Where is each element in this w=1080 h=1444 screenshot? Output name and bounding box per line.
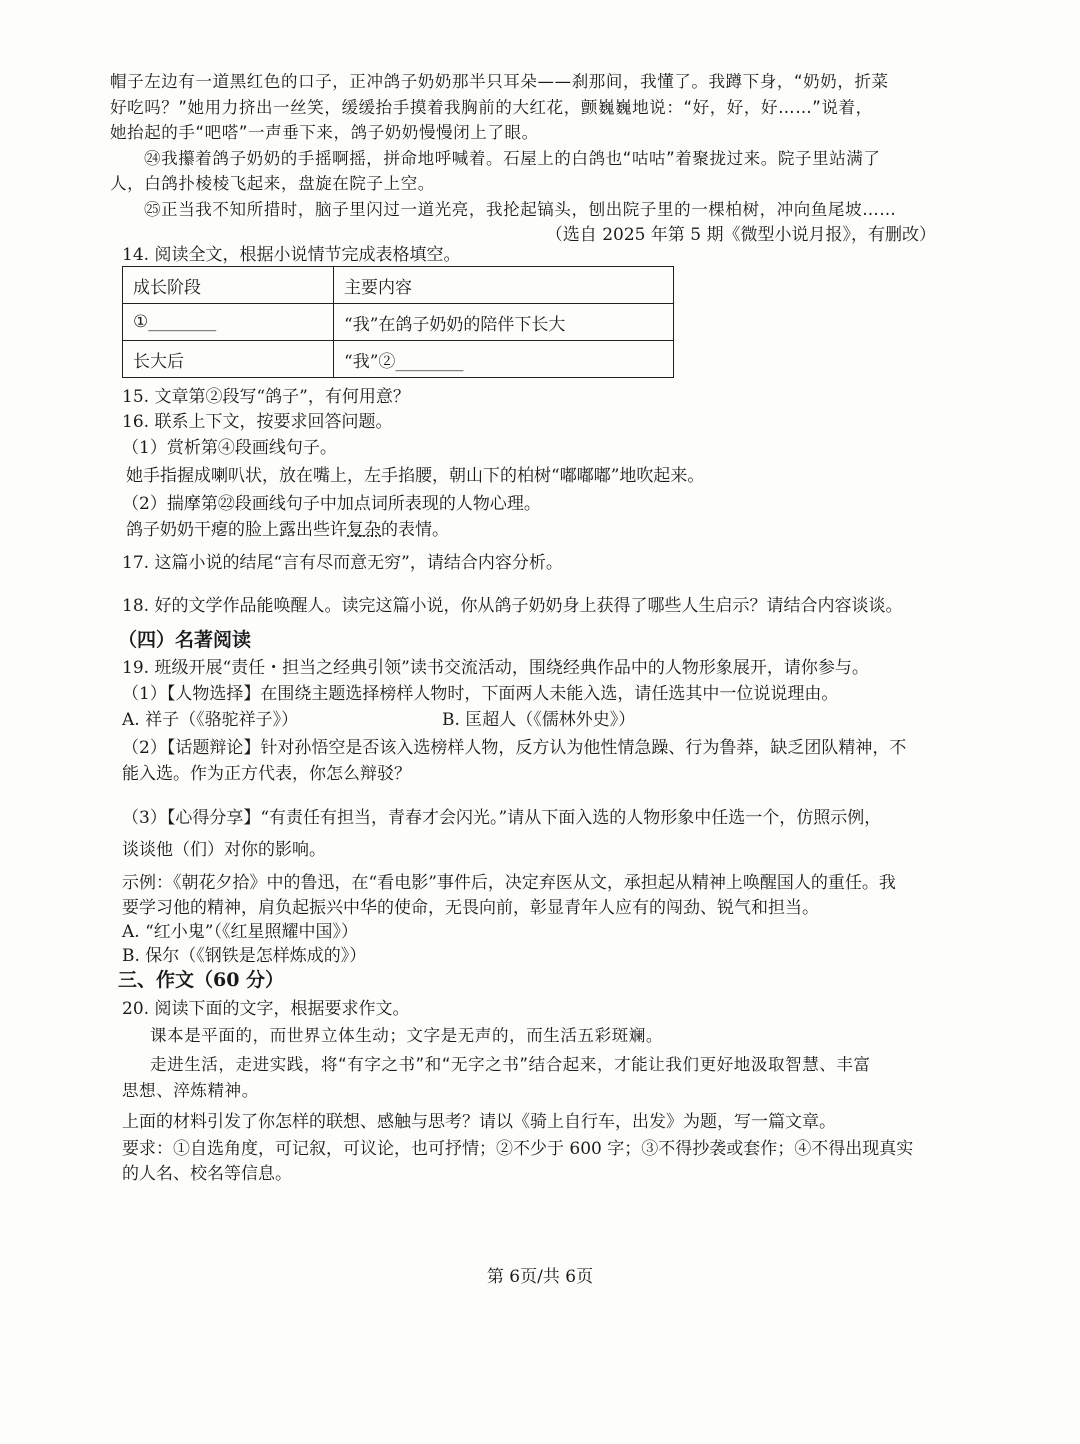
question-15: 15. 文章第②段写“鸽子”，有何用意？ <box>122 387 410 407</box>
question-19-3: （3）【心得分享】“有责任有担当，青春才会闪光。”请从下面入选的人物形象中任选一个，仿照示例， <box>122 808 882 828</box>
question-17: 17. 这篇小说的结尾“言有尽而意无穷”，请结合内容分析。 <box>122 553 563 573</box>
growth-table <box>122 266 674 378</box>
option-a: A. 祥子（《骆驼祥子》） <box>122 710 299 730</box>
question-19-2: 能入选。作为正方代表，你怎么辩驳？ <box>122 764 411 784</box>
table-header: 主要内容 <box>334 267 674 304</box>
dotted-word: 复杂 <box>347 520 381 540</box>
material-line: 课本是平面的，而世界立体生动；文字是无声的，而生活五彩斑斓。 <box>150 1026 663 1045</box>
example-line: 要学习他的精神，肩负起振兴中华的使命，无畏向前，彰显青年人应有的闯劲、锐气和担当。 <box>122 898 819 918</box>
question-19-2: （2）【话题辩论】针对孙悟空是否该入选榜样人物，反方认为他性情急躁、行为鲁莽，缺乏团队精神，不 <box>122 738 907 758</box>
passage-line: ㉕正当我不知所措时，脑子里闪过一道光亮，我抡起镐头，刨出院子里的一棵柏树，冲向鱼尾坡…… <box>144 200 897 219</box>
question-16: 16. 联系上下文，按要求回答问题。 <box>122 412 393 432</box>
material-line: 思想、淬炼精神。 <box>122 1081 259 1100</box>
passage-line: 好吃吗？”她用力挤出一丝笑，缓缓抬手摸着我胸前的大红花，颤巍巍地说：“好，好，好……”说着， <box>110 98 873 117</box>
essay-requirements: 要求：①自选角度，可记叙，可议论，也可抒情；②不少于 600 字；③不得抄袭或套作；④不得出现真实 <box>122 1139 914 1159</box>
question-16-2: （2）揣摩第㉒段画线句子中加点词所表现的人物心理。 <box>122 494 541 514</box>
question-18: 18. 好的文学作品能唤醒人。读完这篇小说，你从鸽子奶奶身上获得了哪些人生启示？请结合内容谈谈。 <box>122 596 903 616</box>
page-number: 第 6页/共 6页 <box>486 1267 594 1287</box>
question-16-1: （1）赏析第④段画线句子。 <box>122 438 337 458</box>
example-line: 示例：《朝花夕拾》中的鲁迅，在“看电影”事件后，决定弃医从文，承担起从精神上唤醒国人的重任。我 <box>122 873 896 893</box>
passage-line: 帽子左边有一道黑红色的口子，正冲鸽子奶奶那半只耳朵——刹那间，我懂了。我蹲下身，“奶奶，折菜 <box>110 72 889 91</box>
table-cell: “我”②________ <box>334 341 674 378</box>
underlined-sentence: 她手指握成喇叭状，放在嘴上，左手掐腰，朝山下的柏树“嘟嘟嘟”地吹起来。 <box>126 466 705 486</box>
section-heading: （四）名著阅读 <box>118 629 252 651</box>
passage-line: 她抬起的手“吧嗒”一声垂下来，鸽子奶奶慢慢闭上了眼。 <box>110 123 539 142</box>
sentence-part: 鸽子奶奶干瘪的脸上露出些许 <box>126 520 347 540</box>
question-19: 19. 班级开展“责任・担当之经典引领”读书交流活动，围绕经典作品中的人物形象展开，请你参与。 <box>122 658 869 678</box>
table-cell: 长大后 <box>123 341 334 378</box>
question-14: 14. 阅读全文，根据小说情节完成表格填空。 <box>122 245 461 265</box>
question-19-1: （1）【人物选择】在围绕主题选择榜样人物时，下面两人未能入选，请任选其中一位说说理由。 <box>122 684 839 704</box>
sentence-part: 的表情。 <box>381 520 449 540</box>
option-a: A. “红小鬼”（《红星照耀中国》） <box>122 922 358 942</box>
question-20: 20. 阅读下面的文字，根据要求作文。 <box>122 999 410 1019</box>
passage-line: 人，白鸽扑棱棱飞起来，盘旋在院子上空。 <box>110 174 435 193</box>
table-cell: “我”在鸽子奶奶的陪伴下长大 <box>334 304 674 341</box>
dotted-sentence <box>126 518 449 542</box>
material-line: 走进生活，走进实践，将“有字之书”和“无字之书”结合起来，才能让我们更好地汲取智慧、丰富 <box>150 1055 871 1074</box>
table-header: 成长阶段 <box>123 267 334 304</box>
passage-line: ㉔我攥着鸽子奶奶的手摇啊摇，拼命地呼喊着。石屋上的白鸽也“咕咕”着聚拢过来。院子里站满了 <box>144 149 881 168</box>
passage-source: （选自 2025 年第 5 期《微型小说月报》，有删改） <box>545 225 936 245</box>
table-cell: ①________ <box>123 304 334 341</box>
section-heading: 三、作文（60 分） <box>118 969 285 991</box>
essay-requirements: 的人名、校名等信息。 <box>122 1164 292 1184</box>
question-19-3: 谈谈他（们）对你的影响。 <box>122 840 326 860</box>
option-b: B. 匡超人（《儒林外史》） <box>442 710 636 730</box>
essay-task: 上面的材料引发了你怎样的联想、感触与思考？请以《骑上自行车，出发》为题，写一篇文章。 <box>122 1112 836 1132</box>
option-b: B. 保尔（《钢铁是怎样炼成的》） <box>122 946 367 966</box>
